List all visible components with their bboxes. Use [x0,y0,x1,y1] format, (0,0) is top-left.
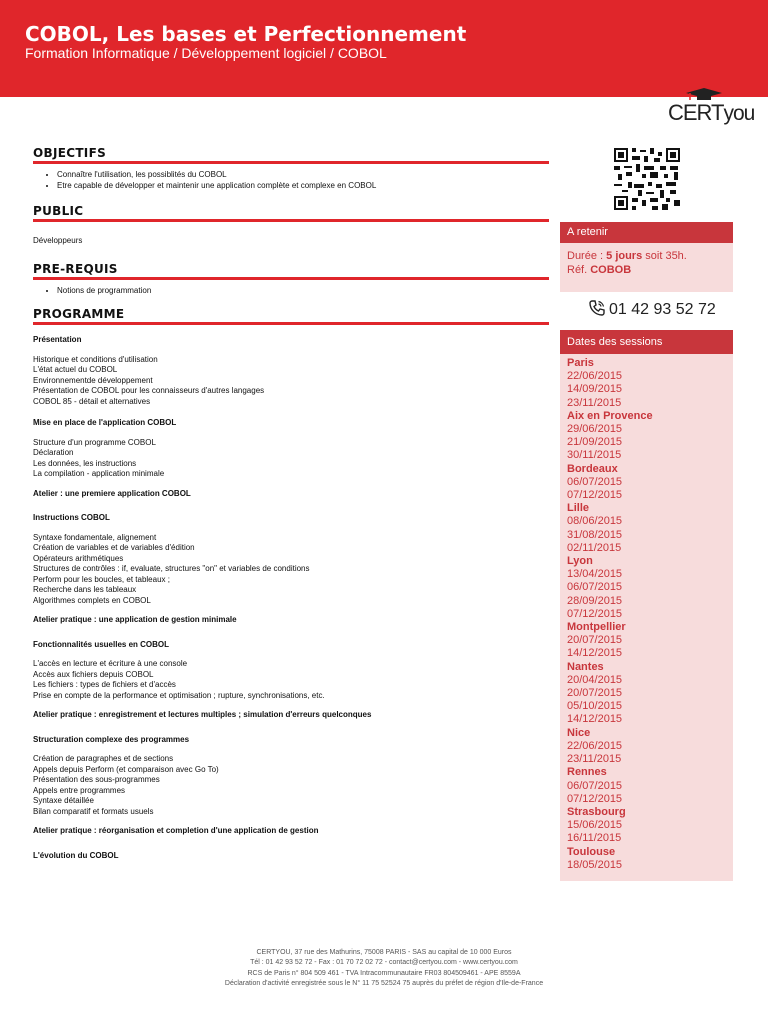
session-date[interactable]: 13/04/2015 [567,568,623,581]
header-banner [0,0,768,97]
programme-line: Accès aux fichiers depuis COBOL [33,669,154,679]
retenir-body [560,243,733,292]
programme-line: Présentation des sous-programmes [33,775,160,784]
session-date[interactable]: 20/07/2015 [567,687,623,700]
programme-line: Syntaxe fondamentale, alignement [33,532,157,542]
session-city: Nice [567,726,591,739]
programme-block [33,826,549,837]
section-programme [33,307,549,861]
programme-line: Déclaration [33,448,74,457]
session-date[interactable]: 18/05/2015 [567,858,623,871]
programme-line: L'accès en lecture et écriture à une console [33,659,188,668]
session-date[interactable]: 20/04/2015 [567,673,623,686]
programme-heading: Mise en place de l'application COBOL [33,418,177,427]
session-date[interactable]: 06/07/2015 [567,475,623,488]
programme-line: Bilan comparatif et formats usuels [33,806,154,816]
programme-line: La compilation - application minimale [33,469,165,478]
programme-heading: Structuration complexe des programmes [33,734,190,744]
phone-number: 01 42 93 52 72 [609,301,716,318]
programme-line: Perform pour les boucles, et tableaux ; [33,574,170,584]
sessions-title: Dates des sessions [560,330,733,354]
section-title: PRE-REQUIS [33,261,118,276]
footer-line: CERTYOU, 37 rue des Mathurins, 75008 PARIS - SAS au capital de 10 000 Euros [256,949,512,956]
programme-heading: Instructions COBOL [33,513,110,522]
programme-line: Prise en compte de la performance et optimisation ; rupture, synchronisations, etc. [33,690,325,700]
objectifs-list [33,170,549,191]
session-date[interactable]: 20/07/2015 [567,634,623,647]
session-city: Paris [567,357,594,369]
retenir-panel [560,222,733,292]
programme-line: Structure d'un programme COBOL [33,437,156,447]
section-title: PUBLIC [33,204,84,218]
list-item: • Notions de programmation [57,286,549,297]
session-date[interactable]: 21/09/2015 [567,436,623,449]
section-divider [33,322,549,325]
ref-line [567,263,726,277]
session-city: Montpellier [567,621,626,634]
programme-line: Environnementde développement [33,375,153,385]
session-date[interactable]: 28/09/2015 [567,594,623,607]
logo-brand-main: CERT [668,100,724,125]
session-date[interactable]: 22/06/2015 [567,370,623,383]
session-date[interactable]: 07/12/2015 [567,792,623,805]
programme-line: Structures de contrôles : if, evaluate, structures "on" et variables de conditions [33,564,310,573]
section-divider [33,277,549,280]
session-city: Rennes [567,766,607,779]
session-city: Nantes [567,660,604,673]
ref-label: Réf. [567,264,591,276]
prerequis-list [33,286,549,297]
breadcrumb: Formation Informatique / Développement logiciel / COBOL [25,45,387,61]
programme-line: Appels entre programmes [33,785,126,795]
main-content [33,146,549,861]
programme-line: Recherche dans les tableaux [33,585,137,594]
programme-line: Création de paragraphes et de sections [33,754,174,763]
programme-block [33,735,549,818]
programme-line: Les données, les instructions [33,458,137,468]
session-date[interactable]: 05/10/2015 [567,700,623,713]
public-text: Développeurs [33,236,83,245]
certyou-logo[interactable] [668,86,755,130]
session-city: Toulouse [567,845,616,858]
section-divider [33,161,549,164]
section-title: OBJECTIFS [33,146,107,160]
phone-contact[interactable] [589,300,716,319]
programme-block [33,851,549,862]
sessions-panel [560,330,733,881]
qr-code-icon[interactable] [614,148,680,210]
programme-line: Création de variables et de variables d'édition [33,543,195,552]
programme-heading: Présentation [33,335,82,344]
logo-wordmark [668,100,754,126]
duree-line [567,249,726,263]
programme-block [33,513,549,606]
session-city: Aix en Provence [567,409,653,422]
programme-line: Appels depuis Perform (et comparaison avec Go To) [33,764,219,774]
session-date[interactable]: 31/08/2015 [567,528,623,541]
session-date[interactable]: 14/09/2015 [567,383,623,396]
session-date[interactable]: 30/11/2015 [567,449,622,462]
programme-line: Syntaxe détaillée [33,796,94,805]
session-date[interactable]: 07/12/2015 [567,489,623,502]
programme-heading: Atelier pratique : enregistrement et lectures multiples ; simulation d'erreurs quelconques [33,710,372,719]
programme-heading: Atelier : une premiere application COBOL [33,488,191,498]
list-item: • Connaître l'utilisation, les possiblités du COBOL [57,170,549,181]
session-date[interactable]: 14/12/2015 [567,713,623,726]
programme-line: Historique et conditions d'utilisation [33,354,158,364]
session-date[interactable]: 07/12/2015 [567,607,623,620]
session-date[interactable]: 14/12/2015 [567,647,623,660]
session-date[interactable]: 29/06/2015 [567,423,623,436]
programme-line: Présentation de COBOL pour les connaisseurs d'autres langages [33,386,265,395]
logo-brand-suffix: you [723,102,755,125]
programme-block [33,489,549,500]
session-city: Strasbourg [567,805,626,818]
programme-heading: Atelier pratique : réorganisation et completion d'une application de gestion [33,826,319,835]
session-date[interactable]: 16/11/2015 [567,832,622,845]
session-date[interactable]: 23/11/2015 [567,753,622,766]
programme-line: L'état actuel du COBOL [33,365,118,374]
footer-line: Tél : 01 42 93 52 72 - Fax : 01 70 72 02 72 - contact@certyou.com - www.certyou.com [250,959,518,967]
duree-suffix: soit 35h. [642,250,687,262]
programme-block [33,335,549,407]
retenir-title: A retenir [560,222,733,243]
session-date[interactable]: 22/06/2015 [567,739,623,752]
programme-block [33,615,549,626]
section-public [33,204,549,247]
programme-heading: Atelier pratique : une application de gestion minimale [33,615,237,624]
duree-value: 5 jours [606,250,643,262]
programme-line: Opérateurs arithmétiques [33,553,124,563]
sessions-list [560,354,733,881]
footer-line: Déclaration d'activité enregistrée sous le N° 11 75 52524 75 auprès du préfet de région d'Ile-de-France [224,979,544,987]
session-date[interactable]: 08/06/2015 [567,515,623,528]
programme-line: Les fichiers : types de fichiers et d'accès [33,680,176,689]
session-date[interactable]: 06/07/2015 [567,779,623,792]
programme-heading: L'évolution du COBOL [33,850,119,860]
programme-heading: Fonctionnalités usuelles en COBOL [33,639,170,649]
session-date[interactable]: 23/11/2015 [567,396,622,409]
session-date[interactable]: 15/06/2015 [567,819,623,832]
session-city: Lille [567,502,590,515]
programme-line: COBOL 85 - détail et alternatives [33,396,151,406]
section-objectifs [33,146,549,191]
section-title: PROGRAMME [33,307,125,321]
duree-label: Durée : [567,250,607,262]
session-city: Bordeaux [567,462,618,475]
phone-icon [589,300,605,316]
programme-line: Algorithmes complets en COBOL [33,595,151,605]
section-divider [33,219,549,222]
footer [0,948,768,989]
ref-value: COBOB [590,264,632,276]
list-item: • Etre capable de développer et maintenir une application complète et complexe en COBOL [57,181,549,192]
programme-block [33,418,549,480]
programme-block [33,640,549,702]
section-prerequis [33,262,549,297]
footer-line: RCS de Paris n° 804 509 461 - TVA Intracommunautaire FR03 804509461 - APE 8559A [247,969,521,977]
page-title: COBOL, Les bases et Perfectionnement [25,22,467,46]
session-date[interactable]: 06/07/2015 [567,581,623,594]
programme-block [33,710,549,721]
session-date[interactable]: 02/11/2015 [567,541,622,554]
session-city: Lyon [567,555,593,568]
